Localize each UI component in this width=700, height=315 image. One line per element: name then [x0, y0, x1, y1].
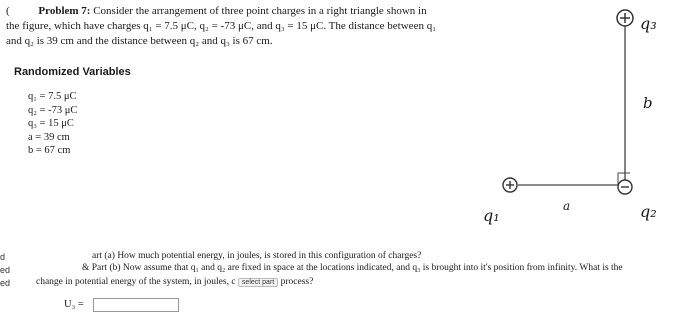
problem-line-3: and q₂ is 39 cm and the distance between q₂ and q₃ is 67 cm.: [6, 35, 273, 47]
randomized-variables-list: [28, 90, 98, 158]
q2-charge-icon: [618, 180, 632, 194]
part-b-text: & Part (b) Now assume that q₁ and q₂ are fixed in space at the locations indicated, and q₃ is brought into it's position from infinity. What is the: [82, 263, 623, 273]
charge-diagram: [440, 0, 700, 230]
variable-q2: q₂ = -73 μC: [28, 104, 78, 116]
part-a-text: art (a) How much potential energy, in joules, is stored in this configuration of charges?: [92, 251, 422, 261]
q1-charge-icon: [503, 178, 517, 192]
variable-a: a = 39 cm: [28, 131, 70, 143]
problem-statement: [6, 4, 476, 49]
problem-line-2: the figure, which have charges q₁ = 7.5 μC, q₂ = -73 μC, and q₃ = 15 μC. The distance between q₁: [6, 20, 437, 32]
margin-tag-1: d: [0, 252, 6, 262]
q2-label: q₂: [640, 202, 657, 221]
answer-input[interactable]: [93, 298, 179, 312]
variable-b: b = 67 cm: [28, 145, 71, 156]
select-part-button[interactable]: select part: [238, 278, 278, 287]
corner-fragment: (: [6, 5, 10, 17]
obscuring-blob: [596, 226, 700, 264]
problem-number: Problem 7:: [38, 5, 91, 17]
randomized-variables-title: Randomized Variables: [14, 66, 131, 78]
q3-label: q₃: [640, 14, 657, 33]
b-label: b: [643, 94, 653, 112]
variable-q1: q₁ = 7.5 μC: [28, 91, 77, 102]
q1-label: q₁: [483, 206, 500, 225]
part-b-text-line2: [36, 276, 313, 289]
part-b-line2-end: process?: [280, 277, 314, 287]
margin-tag-3: ed: [0, 278, 11, 288]
part-b-line2-start: change in potential energy of the system, in joules, c: [36, 277, 236, 287]
q3-charge-icon: [617, 10, 633, 26]
answer-label: U₃ =: [64, 299, 84, 310]
problem-line-1: Consider the arrangement of three point charges in a right triangle shown in: [93, 5, 427, 17]
margin-tag-2: ed: [0, 265, 11, 275]
a-label: a: [563, 199, 571, 213]
variable-q3: q₃ = 15 μC: [28, 118, 74, 129]
